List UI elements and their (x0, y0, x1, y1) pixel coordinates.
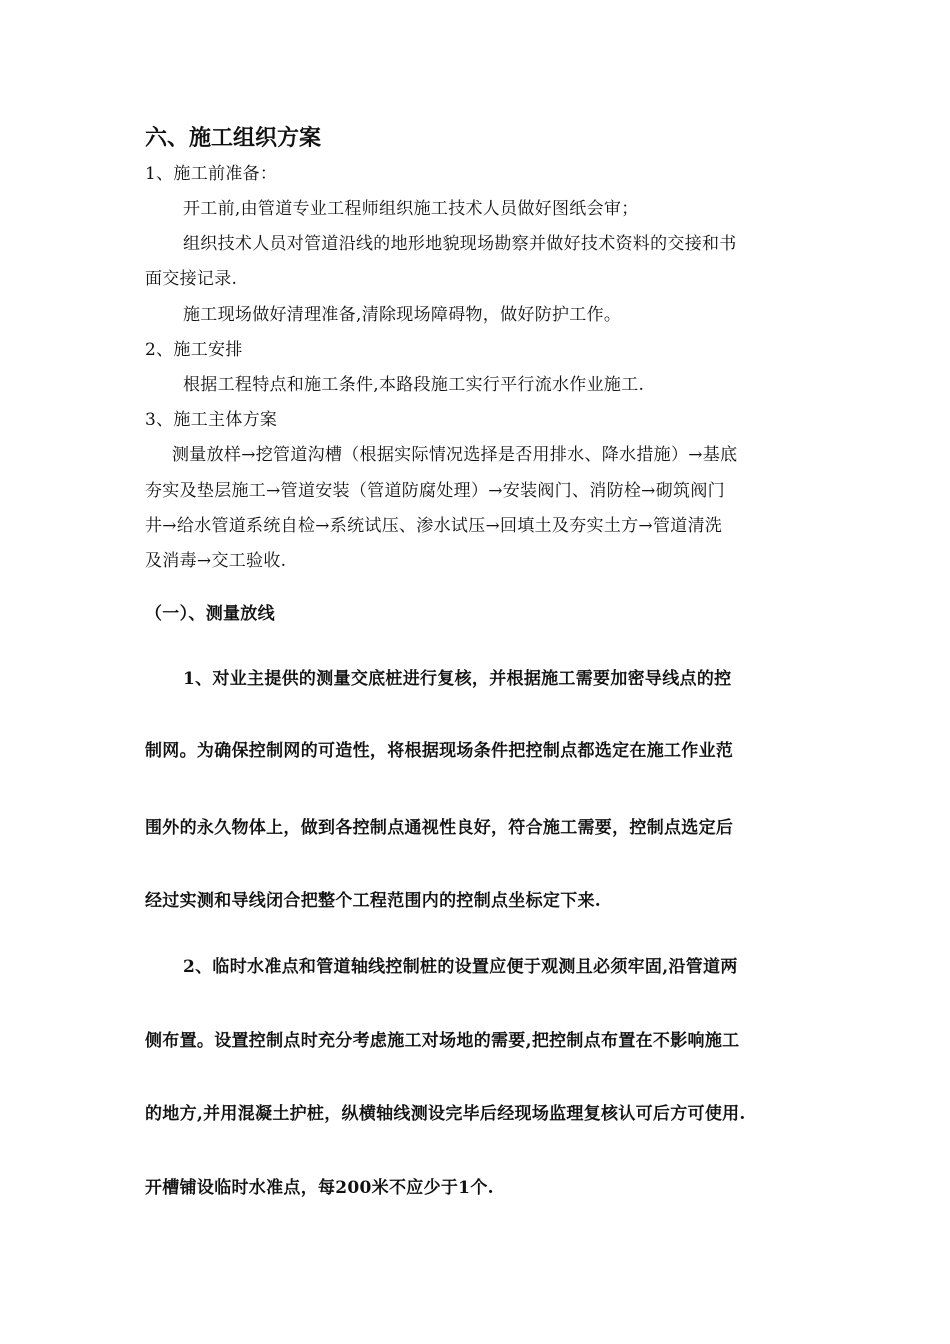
section2-line-1: 根据工程特点和施工条件,本路段施工实行平行流水作业施工. (183, 375, 645, 395)
section3-heading: 3、施工主体方案 (145, 410, 278, 430)
para1-line-1: 1、对业主提供的测量交底桩进行复核，并根据施工需要加密导线点的控 (183, 669, 732, 689)
document-title: 六、施工组织方案 (145, 125, 322, 151)
section1-line-1: 开工前,由管道专业工程师组织施工技术人员做好图纸会审； (183, 199, 639, 219)
section1-heading: 1、施工前准备： (145, 164, 278, 184)
para2-line-1: 2、临时水准点和管道轴线控制桩的设置应便于观测且必须牢固,沿管道两 (183, 957, 738, 977)
para1-line-2: 制网。为确保控制网的可造性，将根据现场条件把控制点都选定在施工作业范 (145, 741, 734, 761)
para2-line-4: 开槽铺设临时水准点，每200米不应少于1个. (145, 1178, 494, 1198)
section1-line-3: 面交接记录. (145, 269, 238, 289)
para2-line-3: 的地方,并用混凝土护桩，纵横轴线测设完毕后经现场监理复核认可后方可使用. (145, 1104, 746, 1124)
section1-line-2: 组织技术人员对管道沿线的地形地貌现场勘察并做好技术资料的交接和书 (183, 234, 737, 254)
para2-line-2: 侧布置。设置控制点时充分考虑施工对场地的需要,把控制点布置在不影响施工 (145, 1031, 740, 1051)
section3-line-1: 测量放样→挖管道沟槽（根据实际情况选择是否用排水、降水措施）→基底 (172, 445, 738, 465)
section1-line-4: 施工现场做好清理准备,清除现场障碍物，做好防护工作。 (183, 305, 622, 325)
section3-line-3: 井→给水管道系统自检→系统试压、渗水试压→回填土及夯实土方→管道清洗 (145, 516, 723, 536)
section3-line-4: 及消毒→交工验收. (145, 551, 287, 571)
para1-line-4: 经过实测和导线闭合把整个工程范围内的控制点坐标定下来. (145, 891, 602, 911)
para1-line-3: 围外的永久物体上，做到各控制点通视性良好，符合施工需要，控制点选定后 (145, 818, 734, 838)
section3-line-2: 夯实及垫层施工→管道安装（管道防腐处理）→安装阀门、消防栓→砌筑阀门 (145, 481, 725, 501)
subsection1-heading: （一）、测量放线 (145, 604, 275, 624)
section2-heading: 2、施工安排 (145, 340, 243, 360)
